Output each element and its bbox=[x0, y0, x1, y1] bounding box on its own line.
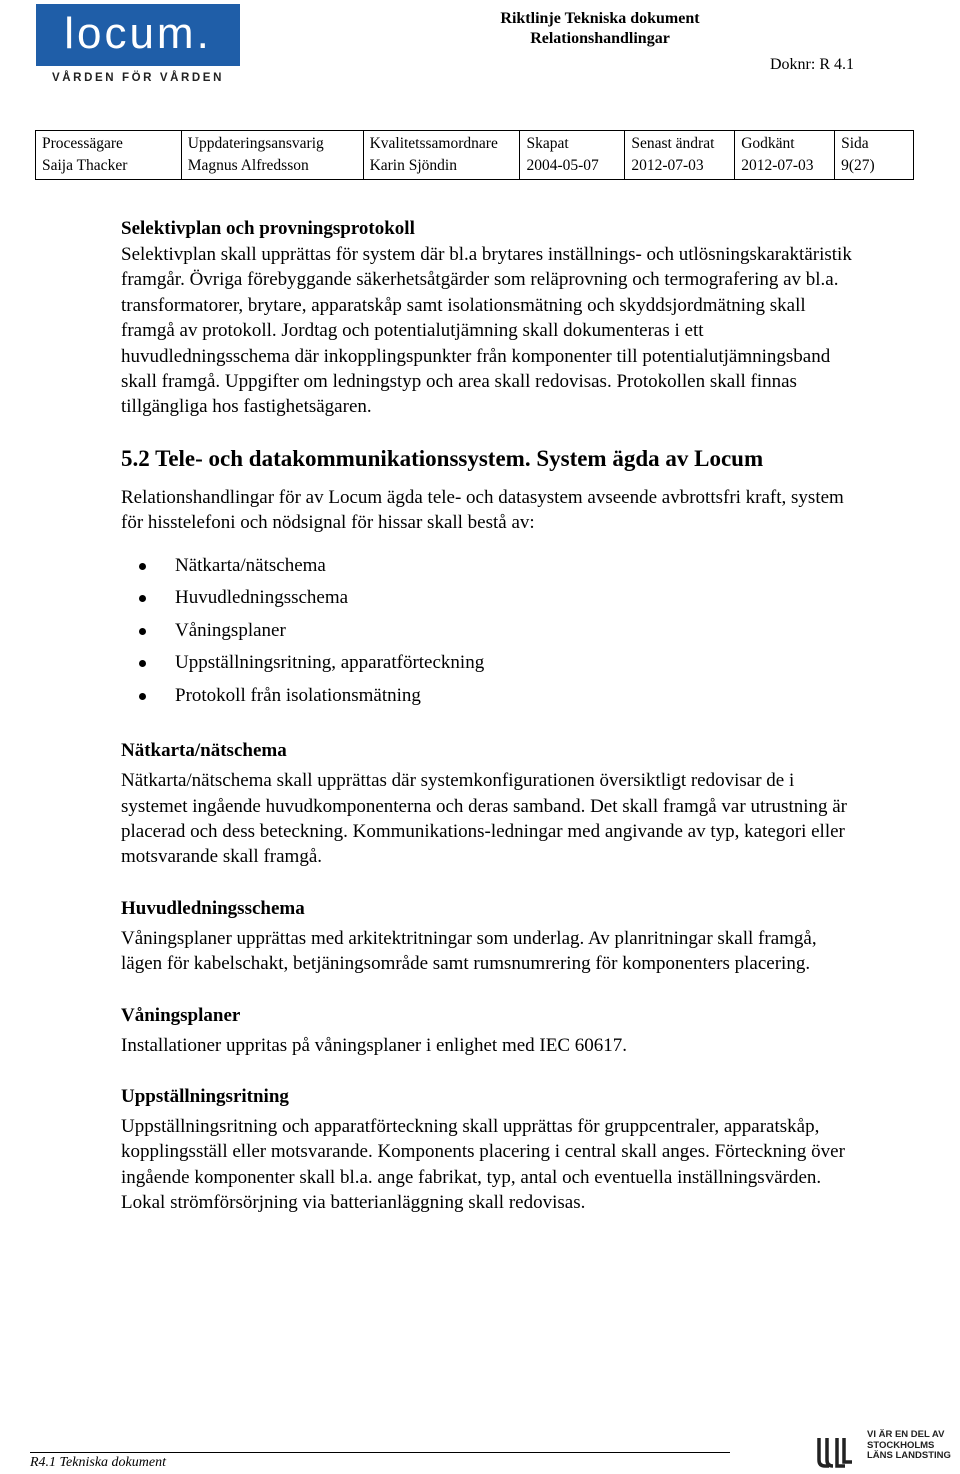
meta-label: Skapat bbox=[520, 131, 625, 156]
metadata-table bbox=[35, 130, 914, 180]
footer-document-name: R4.1 Tekniska dokument bbox=[30, 1455, 166, 1470]
meta-value: 9(27) bbox=[835, 155, 914, 180]
section-paragraph: Installationer uppritas på våningsplaner i enlighet med IEC 60617. bbox=[121, 1034, 628, 1056]
footer-divider bbox=[30, 1452, 730, 1453]
bullet-icon bbox=[139, 693, 146, 700]
list-item bbox=[121, 582, 861, 615]
list-item-text: Huvudledningsschema bbox=[175, 587, 349, 609]
list-item-text: Våningsplaner bbox=[175, 619, 286, 641]
sll-text bbox=[867, 1430, 951, 1462]
meta-value: 2012-07-03 bbox=[625, 155, 735, 180]
meta-value: Saija Thacker bbox=[36, 155, 182, 180]
list-item bbox=[121, 647, 861, 680]
metadata-label-row bbox=[36, 131, 914, 156]
section-paragraph: Uppställningsritning och apparatförteckning skall upprättas för gruppcentraler, apparatskåp, kopplingsställ eller motsvarande. Komponents placering i central skall anges. Förteckning över ingående komponenter skall bl.a. ange fabrikat, typ, antal och eventuella inställningsvärden. Lokal strömförsörjning via batterianläggning skall redovisas. bbox=[121, 1116, 845, 1214]
document-subtitle: Relationshandlingar bbox=[530, 30, 670, 47]
list-item bbox=[121, 680, 861, 713]
section-selektivplan bbox=[121, 216, 861, 420]
sll-line: VI ÄR EN DEL AV bbox=[867, 1429, 945, 1440]
sll-logo bbox=[815, 1428, 960, 1474]
list-item-text: Protokoll från isolationsmätning bbox=[175, 684, 421, 706]
section-paragraph: Våningsplaner upprättas med arkitektritningar som underlag. Av planritningar skall framgå, lägen för kabelschakt, betjäningsområde samt rumsnumrering för komponenters placering. bbox=[121, 927, 817, 975]
metadata-value-row bbox=[36, 155, 914, 180]
section-heading: Våningsplaner bbox=[121, 1004, 241, 1026]
logo-tagline: VÅRDEN FÖR VÅRDEN bbox=[52, 72, 224, 84]
section-natkarta bbox=[121, 738, 861, 870]
meta-label: Godkänt bbox=[735, 131, 835, 156]
bullet-icon bbox=[139, 595, 146, 602]
section-huvudledningsschema bbox=[121, 896, 861, 977]
document-title: Riktlinje Tekniska dokument bbox=[500, 10, 700, 27]
sll-mark-icon bbox=[815, 1432, 853, 1470]
section-paragraph: Selektivplan skall upprättas för system där bl.a brytares inställnings- och utlösningskaraktäristik framgår. Övriga förebyggande säkerhetsåtgärder som reläprovning och termografering av bl.a. transformatorer, brytare, apparatskåp samt isolationsmätning och skyddsjordmätning skall framgå av protokoll. Jordtag och potentialutjämning skall dokumenteras i ett huvudledningsschema där inkopplingspunkter från komponenter till potentialutjämningsband skall framgå. Uppgifter om ledningstyp och area skall redovisas. Protokollen skall finnas tillgängliga hos fastighetsägaren. bbox=[121, 244, 852, 418]
list-item bbox=[121, 615, 861, 648]
section-heading: Nätkarta/nätschema bbox=[121, 740, 287, 762]
meta-value: Magnus Alfredsson bbox=[181, 155, 363, 180]
bullet-icon bbox=[139, 660, 146, 667]
section-tele-data bbox=[121, 445, 861, 712]
list-item bbox=[121, 550, 861, 583]
list-item-text: Nätkarta/nätschema bbox=[175, 554, 326, 576]
section-vaningsplaner bbox=[121, 1003, 861, 1058]
document-number: Doknr: R 4.1 bbox=[770, 56, 854, 73]
document-body bbox=[121, 216, 861, 1216]
locum-logo bbox=[36, 4, 240, 66]
section-uppstallningsritning bbox=[121, 1084, 861, 1216]
sll-line: LÄNS LANDSTING bbox=[867, 1450, 951, 1461]
bullet-icon bbox=[139, 628, 146, 635]
section-paragraph: Relationshandlingar för av Locum ägda tele- och datasystem avseende avbrottsfri kraft, system för hisstelefoni och nödsignal för hissar skall bestå av: bbox=[121, 486, 844, 534]
meta-value: 2012-07-03 bbox=[735, 155, 835, 180]
bullet-icon bbox=[139, 563, 146, 570]
meta-label: Senast ändrat bbox=[625, 131, 735, 156]
section-heading: 5.2 Tele- och datakommunikationssystem. System ägda av Locum bbox=[121, 445, 764, 471]
meta-label: Uppdateringsansvarig bbox=[181, 131, 363, 156]
meta-label: Sida bbox=[835, 131, 914, 156]
meta-label: Processägare bbox=[36, 131, 182, 156]
section-heading: Selektivplan och provningsprotokoll bbox=[121, 218, 415, 239]
section-heading: Huvudledningsschema bbox=[121, 897, 305, 919]
meta-value: 2004-05-07 bbox=[520, 155, 625, 180]
meta-value: Karin Sjöndin bbox=[363, 155, 520, 180]
list-item-text: Uppställningsritning, apparatförteckning bbox=[175, 652, 485, 674]
sll-line: STOCKHOLMS bbox=[867, 1439, 935, 1451]
meta-label: Kvalitetssamordnare bbox=[363, 131, 520, 156]
bullet-list bbox=[121, 550, 861, 713]
section-heading: Uppställningsritning bbox=[121, 1086, 289, 1107]
logo-wordmark: locum. bbox=[64, 9, 212, 58]
section-paragraph: Nätkarta/nätschema skall upprättas där systemkonfigurationen översiktligt redovisar de i systemet ingående huvudkomponenterna och deras samband. Det skall framgå var utrustning är placerad och dess beteckning. Kommunikations-ledningar med angivande av typ, kategori eller motsvarande skall framgå. bbox=[121, 770, 848, 868]
